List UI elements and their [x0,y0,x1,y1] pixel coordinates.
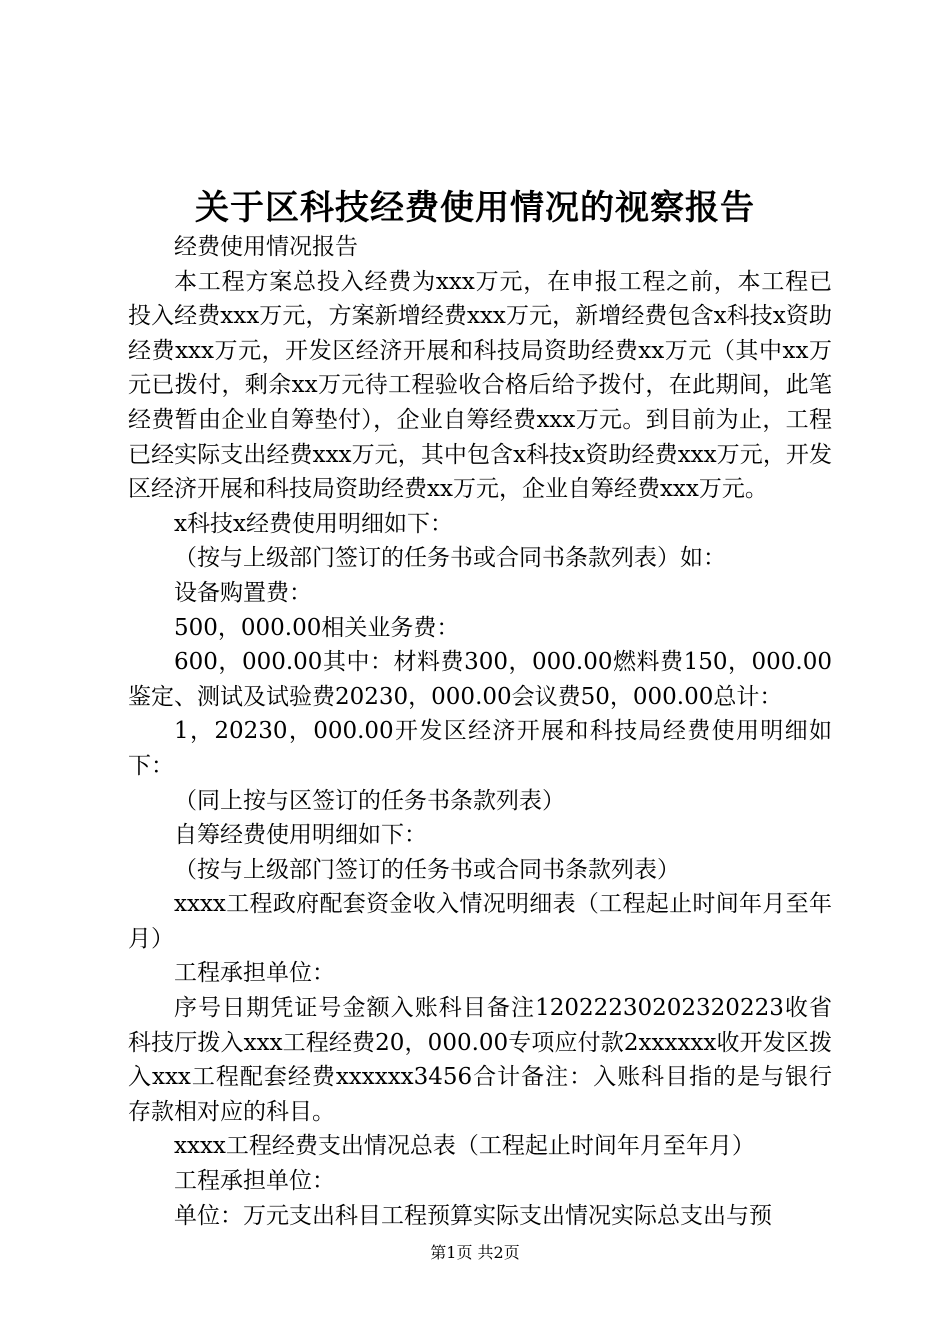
paragraph: 本工程方案总投入经费为xxx万元，在申报工程之前，本工程已投入经费xxx万元，方案新增经费xxx万元，新增经费包含x科技x资助经费xxx万元，开发区经济开展和科技局资助经费xx万元（其中xx万元已拨付，剩余xx万元待工程验收合格后给予拨付，在此期间，此笔经费暂由企业自筹垫付），企业自筹经费xxx万元。到目前为止，工程已经实际支出经费xxx万元，其中包含x科技x资助经费xxx万元，开发区经济开展和科技局资助经费xx万元，企业自筹经费xxx万元。 [128,268,832,503]
paragraph: 500，000.00相关业务费： [174,614,460,641]
paragraph: （同上按与区签订的任务书条款列表） [174,787,565,814]
paragraph: （按与上级部门签订的任务书或合同书条款列表） [174,856,680,883]
paragraph: xxxx工程政府配套资金收入情况明细表（工程起止时间年月至年月） [128,891,832,952]
document-title: 关于区科技经费使用情况的视察报告 [195,188,755,228]
paragraph: （按与上级部门签订的任务书或合同书条款列表）如： [174,545,726,572]
paragraph: 单位：万元支出科目工程预算实际支出情况实际总支出与预 [174,1202,772,1229]
paragraph: x科技x经费使用明细如下： [174,510,453,537]
paragraph: 1，20230，000.00开发区经济开展和科技局经费使用明细如下： [128,718,832,779]
paragraph: xxxx工程经费支出情况总表（工程起止时间年月至年月） [174,1133,755,1160]
paragraph: 自筹经费使用明细如下： [174,822,427,849]
paragraph: 经费使用情况报告 [174,234,358,260]
document-body [128,230,832,1233]
paragraph: 工程承担单位： [174,960,335,987]
paragraph: 设备购置费： [174,579,312,606]
page-footer: 第1页 共2页 [430,1243,520,1262]
paragraph: 工程承担单位： [174,1168,335,1195]
paragraph: 600，000.00其中：材料费300，000.00燃料费150，000.00鉴定、测试及试验费20230，000.00会议费50，000.00总计： [128,649,832,710]
paragraph: 序号日期凭证号金额入账科目备注12022230202320223收省科技厅拨入xxx工程经费20，000.00专项应付款2xxxxxx收开发区拨入xxx工程配套经费xxxxxx3456合计备注：入账科目指的是与银行存款相对应的科目。 [128,995,832,1125]
